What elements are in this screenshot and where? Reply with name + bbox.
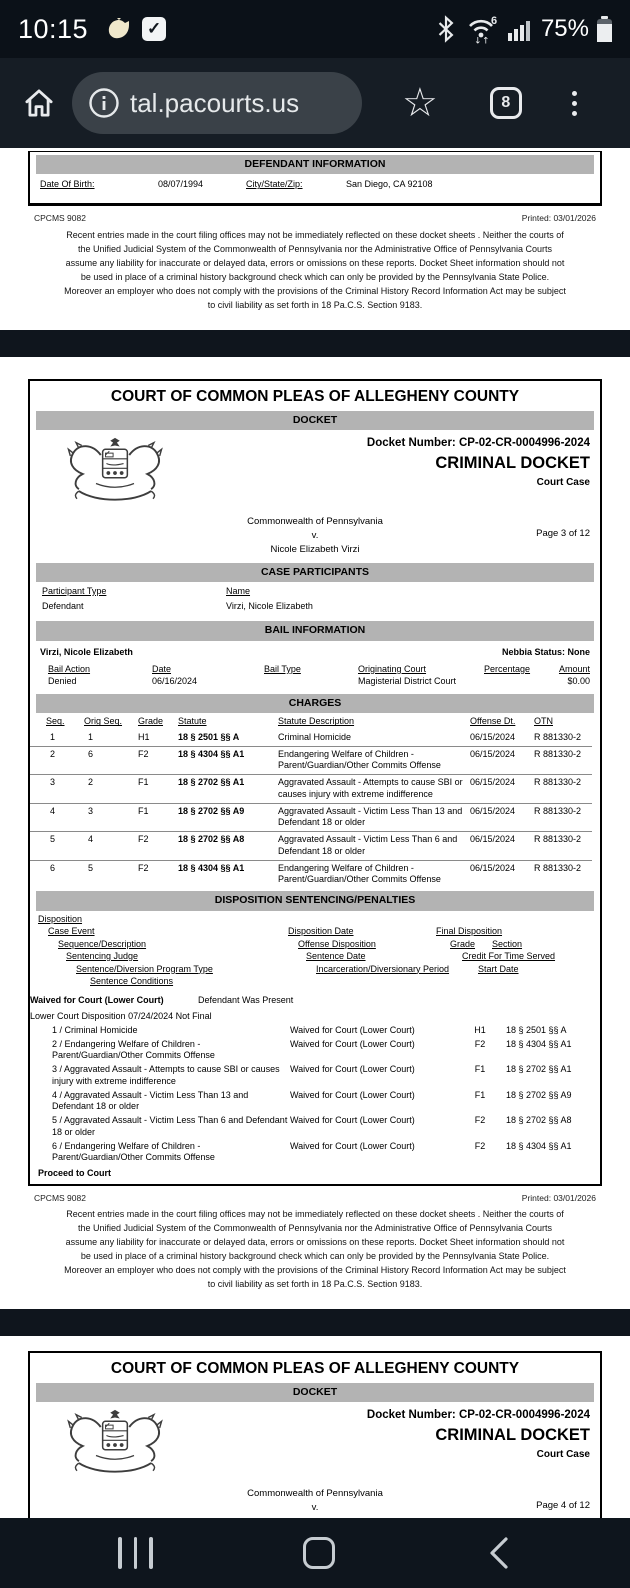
docket-page-3 [28, 379, 602, 1186]
charge-seq: 3 [50, 777, 56, 788]
charge-otn: R 881330-2 [534, 731, 582, 742]
charge-description: Aggravated Assault - Attempts to cause SBI or causes injury with extreme indifference [278, 777, 463, 799]
battery-percent: 75% [540, 15, 589, 42]
h-sequence-description: Sequence/Description [58, 938, 147, 949]
col-otn: OTN [534, 716, 553, 727]
leaf-icon [106, 17, 132, 41]
h-sentence-date: Sentence Date [306, 951, 366, 961]
h-sentence-conditions: Sentence Conditions [90, 976, 174, 986]
charge-orig-seq: 6 [88, 748, 94, 759]
proceed-to-court: Proceed to Court [38, 1168, 112, 1179]
col-originating-court: Originating Court [358, 663, 427, 674]
section-disposition: DISPOSITION SENTENCING/PENALTIES [36, 891, 594, 910]
dispo-grade: F2 [474, 1038, 486, 1049]
bail-percentage [484, 676, 556, 687]
charge-statute: 18 § 2702 §§ A9 [178, 805, 245, 816]
signal-bars-icon [507, 16, 533, 42]
h-case-event: Case Event [48, 926, 95, 936]
kebab-menu-icon[interactable] [572, 91, 577, 116]
disposition-row [30, 1064, 600, 1087]
charge-row [30, 730, 592, 747]
page-number: Page 3 of 12 [536, 528, 590, 540]
bail-court: Magisterial District Court [358, 676, 457, 686]
dispo-offense-disposition: Waived for Court (Lower Court) [290, 1140, 415, 1151]
h-program-type: Sentence/Diversion Program Type [76, 963, 213, 974]
h-disposition-date: Disposition Date [288, 926, 354, 936]
home-pill-icon[interactable] [303, 1537, 335, 1569]
dispo-section: 18 § 2501 §§ A [506, 1024, 567, 1035]
disclaimer-text: Recent entries made in the court filing offices may not be immediately reflected on these docket sheets . Neither the courts of the Unified Judicial System of the Commonwealth of Pennsylvania nor the Administrative Office of Pennsylvania Courts assume any liability for inaccurate or delayed data, errors or omissions on these reports. Docket Sheet information should not be used in place of a criminal history background check which can only be provided by the Pennsylvania State Police. Moreover an employer who does not comply with the provisions of the Criminal History Record Information Act may be subject to civil liability as set forth in 18 Pa.C.S. Section 9183. [64, 230, 566, 310]
charge-offense-date: 06/15/2024 [470, 731, 516, 742]
court-case-label: Court Case [536, 1449, 590, 1461]
charge-offense-date: 06/15/2024 [470, 862, 516, 873]
charge-row [30, 861, 592, 889]
charge-description: Endangering Welfare of Children - Parent/Guardian/Other Commits Offense [278, 748, 441, 771]
dispo-grade: F2 [474, 1140, 486, 1151]
charge-otn: R 881330-2 [534, 748, 582, 759]
charge-row [30, 804, 592, 833]
pa-coat-of-arms [56, 436, 174, 512]
dispo-section: 18 § 2702 §§ A1 [506, 1064, 572, 1075]
dispo-offense-disposition: Waived for Court (Lower Court) [290, 1038, 415, 1049]
status-bar [0, 0, 630, 58]
docket-number: Docket Number: CP-02-CR-0004996-2024 [366, 1409, 590, 1422]
charge-offense-date: 06/15/2024 [470, 834, 516, 845]
bail-action: Denied [48, 676, 77, 686]
h-offense-disposition: Offense Disposition [298, 938, 376, 949]
section-case-participants: CASE PARTICIPANTS [36, 563, 594, 582]
nebbia-status: Nebbia Status: None [501, 646, 590, 657]
dispo-grade: F2 [474, 1115, 486, 1126]
bail-amount: $0.00 [567, 676, 590, 686]
h-incarceration-period: Incarceration/Diversionary Period [316, 963, 450, 974]
col-orig-seq: Orig Seq. [84, 716, 123, 727]
dispo-grade: F1 [474, 1089, 486, 1100]
court-title: COURT OF COMMON PLEAS OF ALLEGHENY COUNTY [110, 387, 520, 405]
docket-page-2-bottom [28, 151, 602, 206]
charge-otn: R 881330-2 [534, 862, 582, 873]
charge-row [30, 747, 592, 776]
svg-text:↑: ↑ [481, 36, 490, 47]
col-bail-type: Bail Type [264, 663, 301, 674]
col-offense-dt: Offense Dt. [470, 716, 516, 727]
url-text: tal.pacourts.us [130, 87, 300, 118]
charge-otn: R 881330-2 [534, 805, 582, 816]
dispo-section: 18 § 2702 §§ A9 [506, 1089, 572, 1100]
pa-coat-of-arms [56, 1408, 174, 1484]
dispo-offense-description: 2 / Endangering Welfare of Children - Parent/Guardian/Other Commits Offense [52, 1038, 215, 1060]
page-break-band [0, 330, 630, 357]
page-number: Page 4 of 12 [536, 1500, 590, 1512]
charge-statute: 18 § 2702 §§ A1 [178, 777, 245, 788]
charge-otn: R 881330-2 [534, 834, 582, 845]
caption-commonwealth: Commonwealth of Pennsylvania [247, 516, 383, 528]
docket-page-4 [28, 1351, 602, 1518]
charge-grade: F1 [138, 805, 149, 816]
home-icon[interactable] [22, 86, 56, 120]
col-statute-description: Statute Description [278, 716, 355, 727]
disposition-row [30, 1090, 600, 1113]
dispo-offense-disposition: Waived for Court (Lower Court) [290, 1024, 415, 1035]
charge-seq: 4 [50, 805, 56, 816]
charge-otn: R 881330-2 [534, 777, 582, 788]
info-circle-icon[interactable] [88, 87, 120, 119]
col-amount: Amount [558, 663, 590, 674]
h-final-disposition: Final Disposition [436, 926, 503, 936]
bail-defendant-name: Virzi, Nicole Elizabeth [40, 646, 133, 657]
section-docket: DOCKET [36, 411, 594, 430]
charge-orig-seq: 1 [88, 731, 94, 742]
svg-text:↓: ↓ [473, 36, 482, 47]
charge-orig-seq: 3 [88, 805, 94, 816]
charge-offense-date: 06/15/2024 [470, 777, 516, 788]
dispo-grade: H1 [474, 1024, 486, 1035]
csz-value: San Diego, CA 92108 [346, 179, 433, 190]
charge-grade: F2 [138, 748, 149, 759]
csz-label: City/State/Zip: [246, 179, 303, 190]
charge-grade: F1 [138, 777, 149, 788]
charge-orig-seq: 5 [88, 862, 94, 873]
page-break-band [0, 1309, 630, 1336]
dispo-group-title: Waived for Court (Lower Court) [30, 994, 164, 1005]
dispo-offense-disposition: Waived for Court (Lower Court) [290, 1115, 415, 1126]
charge-row [30, 775, 592, 804]
tab-switcher[interactable]: 8 [490, 87, 522, 119]
h-disposition: Disposition [38, 913, 83, 924]
charge-offense-date: 06/15/2024 [470, 805, 516, 816]
col-statute: Statute [178, 716, 207, 727]
dispo-offense-disposition: Waived for Court (Lower Court) [290, 1089, 415, 1100]
disposition-row [30, 1115, 600, 1138]
h-credit-for-time-served: Credit For Time Served [462, 951, 556, 961]
dispo-event-name: Lower Court Disposition [30, 1010, 126, 1021]
dispo-offense-description: 4 / Aggravated Assault - Victim Less Than 13 and Defendant 18 or older [52, 1089, 249, 1111]
wifi-6-icon [465, 14, 499, 47]
col-grade: Grade [138, 716, 164, 727]
android-nav-bar [0, 1518, 630, 1588]
cpcms-id: CPCMS 9082 [34, 1192, 86, 1203]
dispo-offense-description: 5 / Aggravated Assault - Victim Less Than 6 and Defendant 18 or older [52, 1115, 288, 1137]
star-icon[interactable]: ☆ [402, 81, 438, 125]
battery-icon [597, 16, 612, 42]
printed-date: Printed: 03/01/2026 [521, 1192, 596, 1203]
charge-grade: F2 [138, 862, 149, 873]
charge-orig-seq: 2 [88, 777, 94, 788]
charge-statute: 18 § 2702 §§ A8 [178, 834, 245, 845]
dispo-section: 18 § 4304 §§ A1 [506, 1038, 572, 1049]
bail-date: 06/16/2024 [152, 676, 198, 686]
charge-seq: 1 [50, 731, 56, 742]
printed-date: Printed: 03/01/2026 [521, 213, 596, 224]
participant-name: Virzi, Nicole Elizabeth [226, 601, 313, 612]
bail-type [264, 676, 358, 687]
caption-defendant: Nicole Elizabeth Virzi [270, 543, 360, 555]
col-bail-date: Date [152, 663, 172, 674]
charge-seq: 5 [50, 834, 56, 845]
browser-toolbar [0, 58, 630, 148]
svg-text:6: 6 [490, 15, 498, 27]
disposition-row [30, 1039, 600, 1062]
criminal-docket-title: CRIMINAL DOCKET [435, 453, 590, 472]
charge-offense-date: 06/15/2024 [470, 748, 516, 759]
caption-v: v. [311, 530, 319, 541]
caption-v: v. [311, 1502, 319, 1514]
disclaimer-text: Recent entries made in the court filing offices may not be immediately reflected on these docket sheets . Neither the courts of the Unified Judicial System of the Commonwealth of Pennsylvania nor the Administrative Office of Pennsylvania Courts assume any liability for inaccurate or delayed data, errors or omissions on these reports. Docket Sheet information should not be used in place of a criminal history background check which can only be provided by the Pennsylvania State Police. Moreover an employer who does not comply with the provisions of the Criminal History Record Information Act may be subject to civil liability as set forth in 18 Pa.C.S. Section 9183. [64, 1209, 566, 1289]
dispo-event-date: 07/24/2024 [128, 1010, 174, 1021]
dob-value: 08/07/1994 [158, 179, 204, 190]
participant-type: Defendant [42, 601, 84, 612]
col-participant-type: Participant Type [42, 585, 107, 596]
h-grade: Grade [450, 938, 476, 949]
section-charges: CHARGES [36, 694, 594, 713]
dispo-section: 18 § 2702 §§ A8 [506, 1115, 572, 1126]
dispo-group-note: Defendant Was Present [198, 994, 294, 1005]
h-start-date: Start Date [478, 963, 519, 974]
section-defendant-information: DEFENDANT INFORMATION [36, 155, 594, 174]
section-bail-information: BAIL INFORMATION [36, 621, 594, 640]
dispo-grade: F1 [474, 1064, 486, 1075]
dispo-offense-description: 3 / Aggravated Assault - Attempts to cause SBI or causes injury with extreme indifference [52, 1064, 280, 1086]
disposition-row [30, 1025, 600, 1036]
charge-grade: H1 [138, 731, 150, 742]
dob-label: Date Of Birth: [40, 179, 95, 190]
clock: 10:15 [18, 13, 89, 44]
caption-commonwealth: Commonwealth of Pennsylvania [247, 1488, 383, 1500]
court-case-label: Court Case [536, 477, 590, 489]
dispo-section: 18 § 4304 §§ A1 [506, 1140, 572, 1151]
charge-description: Aggravated Assault - Victim Less Than 6 and Defendant 18 or older [278, 834, 458, 856]
charge-grade: F2 [138, 834, 149, 845]
dispo-offense-disposition: Waived for Court (Lower Court) [290, 1064, 415, 1075]
charge-description: Endangering Welfare of Children - Parent/Guardian/Other Commits Offense [278, 862, 441, 885]
criminal-docket-title: CRIMINAL DOCKET [435, 1425, 590, 1444]
cpcms-id: CPCMS 9082 [34, 213, 86, 224]
charge-seq: 6 [50, 862, 56, 873]
charge-statute: 18 § 4304 §§ A1 [178, 862, 245, 873]
h-sentencing-judge: Sentencing Judge [66, 951, 139, 961]
bluetooth-icon [435, 15, 457, 43]
col-name: Name [226, 585, 251, 596]
disposition-row [30, 1141, 600, 1164]
charge-statute: 18 § 2501 §§ A [178, 731, 240, 742]
dispo-offense-description: 6 / Endangering Welfare of Children - Parent/Guardian/Other Commits Offense [52, 1140, 215, 1162]
section-docket: DOCKET [36, 1383, 594, 1402]
court-title: COURT OF COMMON PLEAS OF ALLEGHENY COUNTY [110, 1359, 520, 1377]
col-percentage: Percentage [484, 663, 531, 674]
charge-description: Criminal Homicide [278, 731, 352, 742]
col-seq: Seq. [46, 716, 65, 727]
dispo-offense-description: 1 / Criminal Homicide [52, 1024, 138, 1035]
recents-icon[interactable] [118, 1537, 153, 1569]
checkbox-check-icon: ✓ [142, 17, 166, 41]
h-section: Section [492, 938, 523, 949]
web-content [0, 148, 630, 1518]
back-chevron-icon[interactable] [486, 1536, 512, 1570]
charge-orig-seq: 4 [88, 834, 94, 845]
charge-statute: 18 § 4304 §§ A1 [178, 748, 245, 759]
charge-description: Aggravated Assault - Victim Less Than 13 and Defendant 18 or older [278, 805, 463, 828]
url-bar[interactable] [72, 72, 362, 134]
col-bail-action: Bail Action [48, 663, 91, 674]
dispo-event-final: Not Final [175, 1010, 212, 1021]
charge-seq: 2 [50, 748, 56, 759]
charge-row [30, 832, 592, 861]
docket-number: Docket Number: CP-02-CR-0004996-2024 [366, 437, 590, 450]
